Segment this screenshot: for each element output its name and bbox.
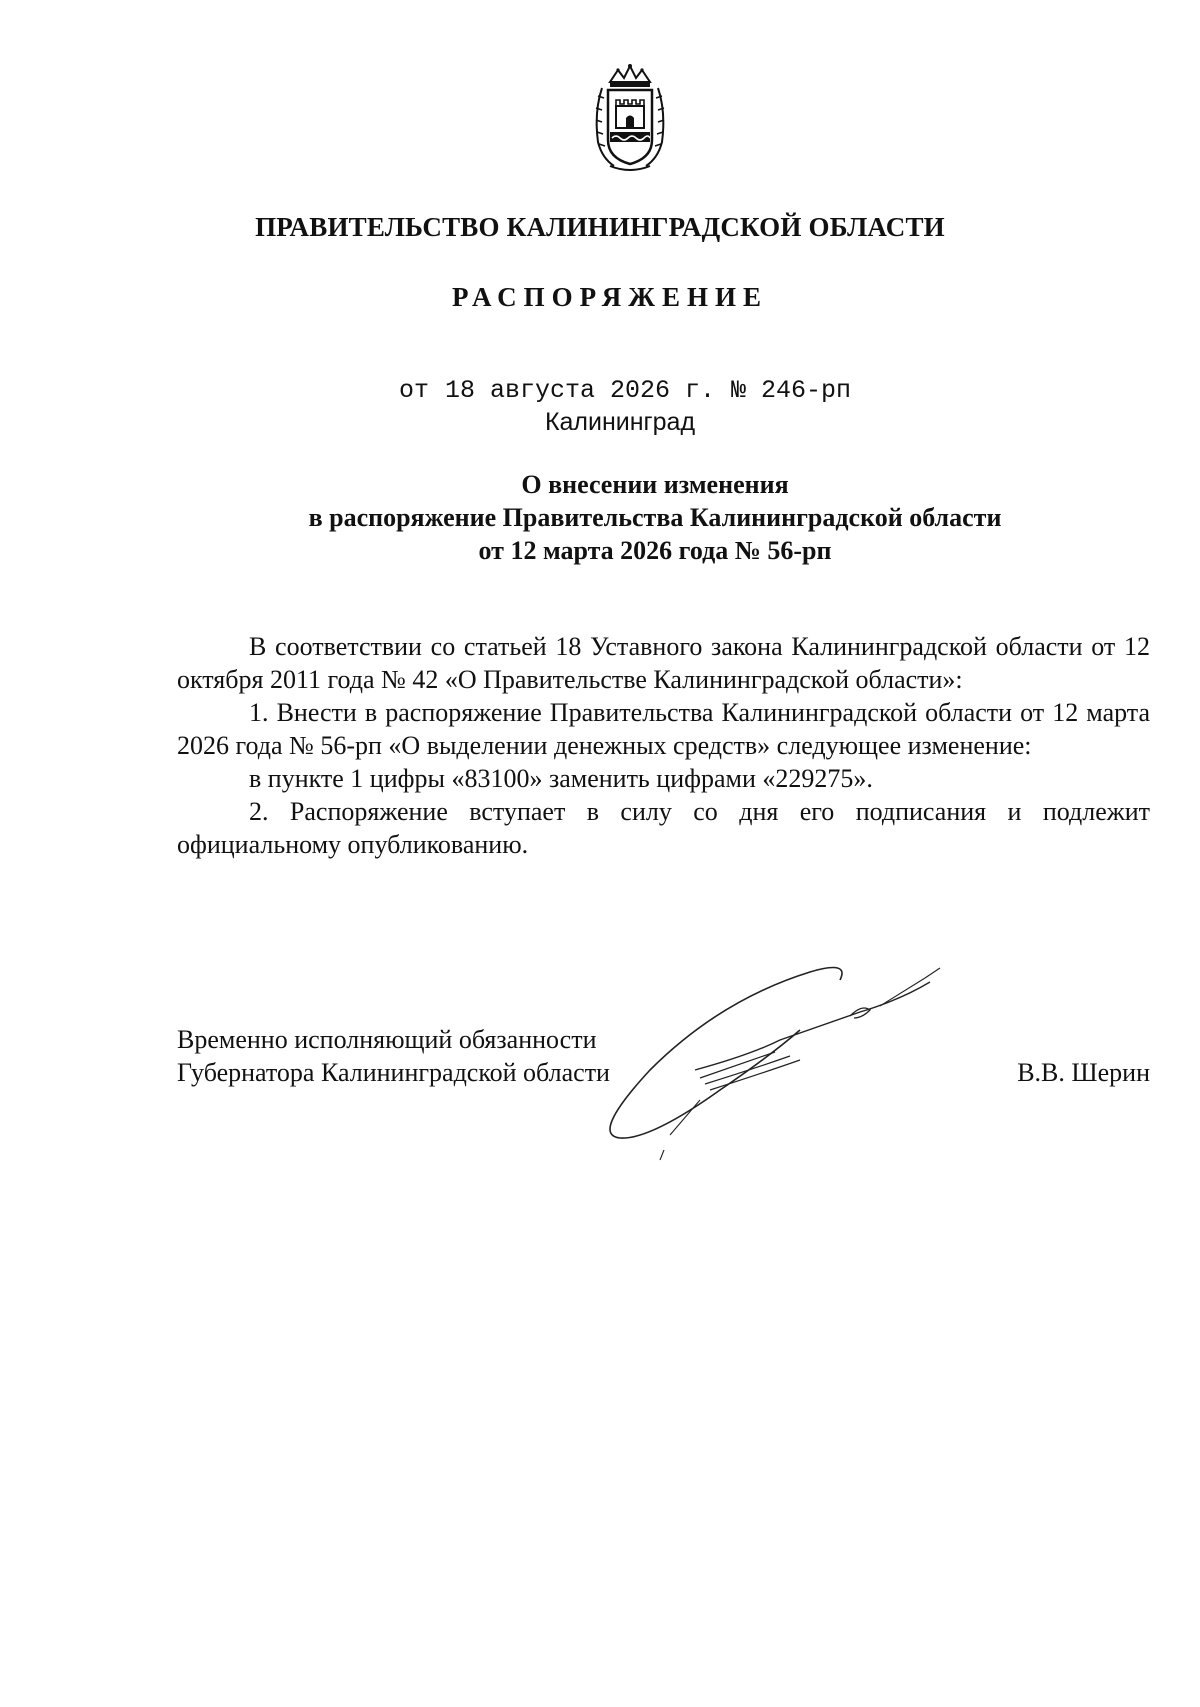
paragraph-item-2: 2. Распоряжение вступает в силу со дня его подписания и подлежит официальному опубликованию. <box>177 797 1150 859</box>
signature-icon <box>600 960 970 1180</box>
government-title: ПРАВИТЕЛЬСТВО КАЛИНИНГРАДСКОЙ ОБЛАСТИ <box>255 212 945 242</box>
heading-line-3: от 12 марта 2026 года № 56-рп <box>478 536 832 565</box>
position-line-2: Губернатора Калининградской области <box>177 1058 610 1087</box>
document-heading <box>0 468 1200 567</box>
document-number: № 246-рп <box>731 376 852 405</box>
paragraph-preamble: В соответствии со статьей 18 Уставного закона Калининградской области от 12 октября 2011 года № 42 «О Правительстве Калининградской области»: <box>177 632 1150 694</box>
paragraph-amendment: в пункте 1 цифры «83100» заменить цифрами «229275». <box>249 764 873 793</box>
position-line-1: Временно исполняющий обязанности <box>177 1025 597 1054</box>
document-body <box>177 630 1150 861</box>
document-date: 18 августа 2026 г. <box>444 376 716 405</box>
paragraph-item-1: 1. Внести в распоряжение Правительства Калининградской области от 12 марта 2026 года № 56-рп «О выделении денежных средств» следующее изменение: <box>177 698 1150 760</box>
signatory-position <box>177 1023 610 1089</box>
signatory-name: В.В. Шерин <box>1017 1058 1150 1087</box>
heading-line-1: О внесении изменения <box>521 470 789 499</box>
date-number-line <box>0 376 1200 405</box>
heading-line-2: в распоряжение Правительства Калининградской области <box>308 503 1002 532</box>
city: Калининград <box>544 408 696 436</box>
document-type: РАСПОРЯЖЕНИЕ <box>451 282 769 312</box>
date-prefix: от <box>398 376 429 405</box>
coat-of-arms-icon <box>588 62 672 174</box>
